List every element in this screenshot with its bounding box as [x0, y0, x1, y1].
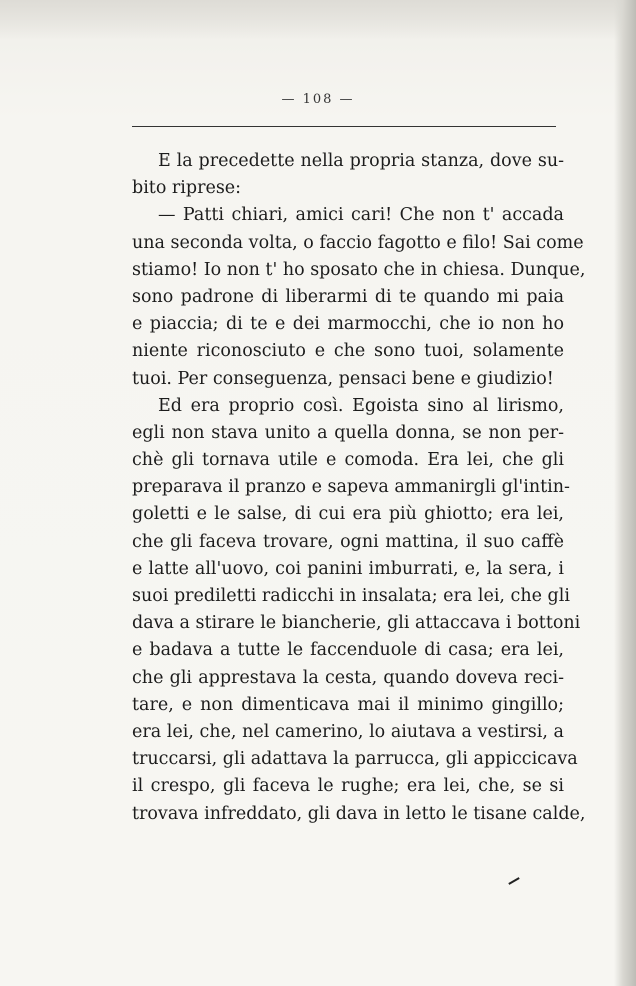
- text-line: bito riprese:: [132, 178, 242, 199]
- page-body-text: [132, 148, 586, 828]
- text-line: dava a stirare le biancherie, gli attaccava i bottoni: [132, 613, 581, 634]
- text-line: goletti e le salse, di cui era più ghiotto; era lei,: [132, 504, 564, 525]
- text-line: trovava infreddato, gli dava in letto le tisane calde,: [132, 803, 586, 824]
- page-top-shadow: [0, 0, 636, 40]
- text-line: sono padrone di liberarmi di te quando mi paia: [132, 286, 564, 307]
- text-line: tuoi. Per conseguenza, pensaci bene e giudizio!: [132, 368, 554, 389]
- text-line: e latte all'uovo, coi panini imburrati, e, la sera, i: [132, 558, 564, 579]
- text-line: tare, e non dimenticava mai il minimo gingillo;: [132, 694, 564, 715]
- text-line: niente riconosciuto e che sono tuoi, solamente: [132, 341, 564, 362]
- text-line: E la precedette nella propria stanza, dove su-: [158, 151, 564, 171]
- text-line: preparava il pranzo e sapeva ammanirgli gl'intin-: [132, 477, 570, 498]
- text-line: suoi prediletti radicchi in insalata; era lei, che gli: [132, 586, 570, 606]
- text-line: era lei, che, nel camerino, lo aiutava a vestirsi, a: [132, 721, 564, 742]
- text-line: e badava a tutte le faccenduole di casa; era lei,: [132, 640, 564, 661]
- page-number-header: — 108 —: [281, 92, 355, 107]
- text-line: che gli apprestava la cesta, quando doveva reci-: [132, 667, 564, 688]
- text-line: chè gli tornava utile e comoda. Era lei, che gli: [132, 450, 564, 471]
- text-line: e piaccia; di te e dei marmocchi, che io non ho: [132, 314, 564, 335]
- text-line: che gli faceva trovare, ogni mattina, il suo caffè: [132, 531, 564, 552]
- text-line: stiamo! Io non t' ho sposato che in chiesa. Dunque,: [132, 259, 586, 280]
- ink-mark: [508, 877, 519, 885]
- text-line: il crespo, gli faceva le rughe; era lei, che, se si: [132, 776, 564, 797]
- text-line: truccarsi, gli adattava la parrucca, gli appiccicava: [132, 749, 578, 770]
- page-binding-edge: [614, 0, 636, 986]
- text-line: Ed era proprio così. Egoista sino al lirismo,: [158, 395, 564, 416]
- header-rule: [132, 126, 556, 127]
- text-line: una seconda volta, o faccio fagotto e filo! Sai come: [132, 232, 584, 253]
- text-line: — Patti chiari, amici cari! Che non t' accada: [158, 205, 564, 226]
- text-line: egli non stava unito a quella donna, se non per-: [132, 422, 564, 443]
